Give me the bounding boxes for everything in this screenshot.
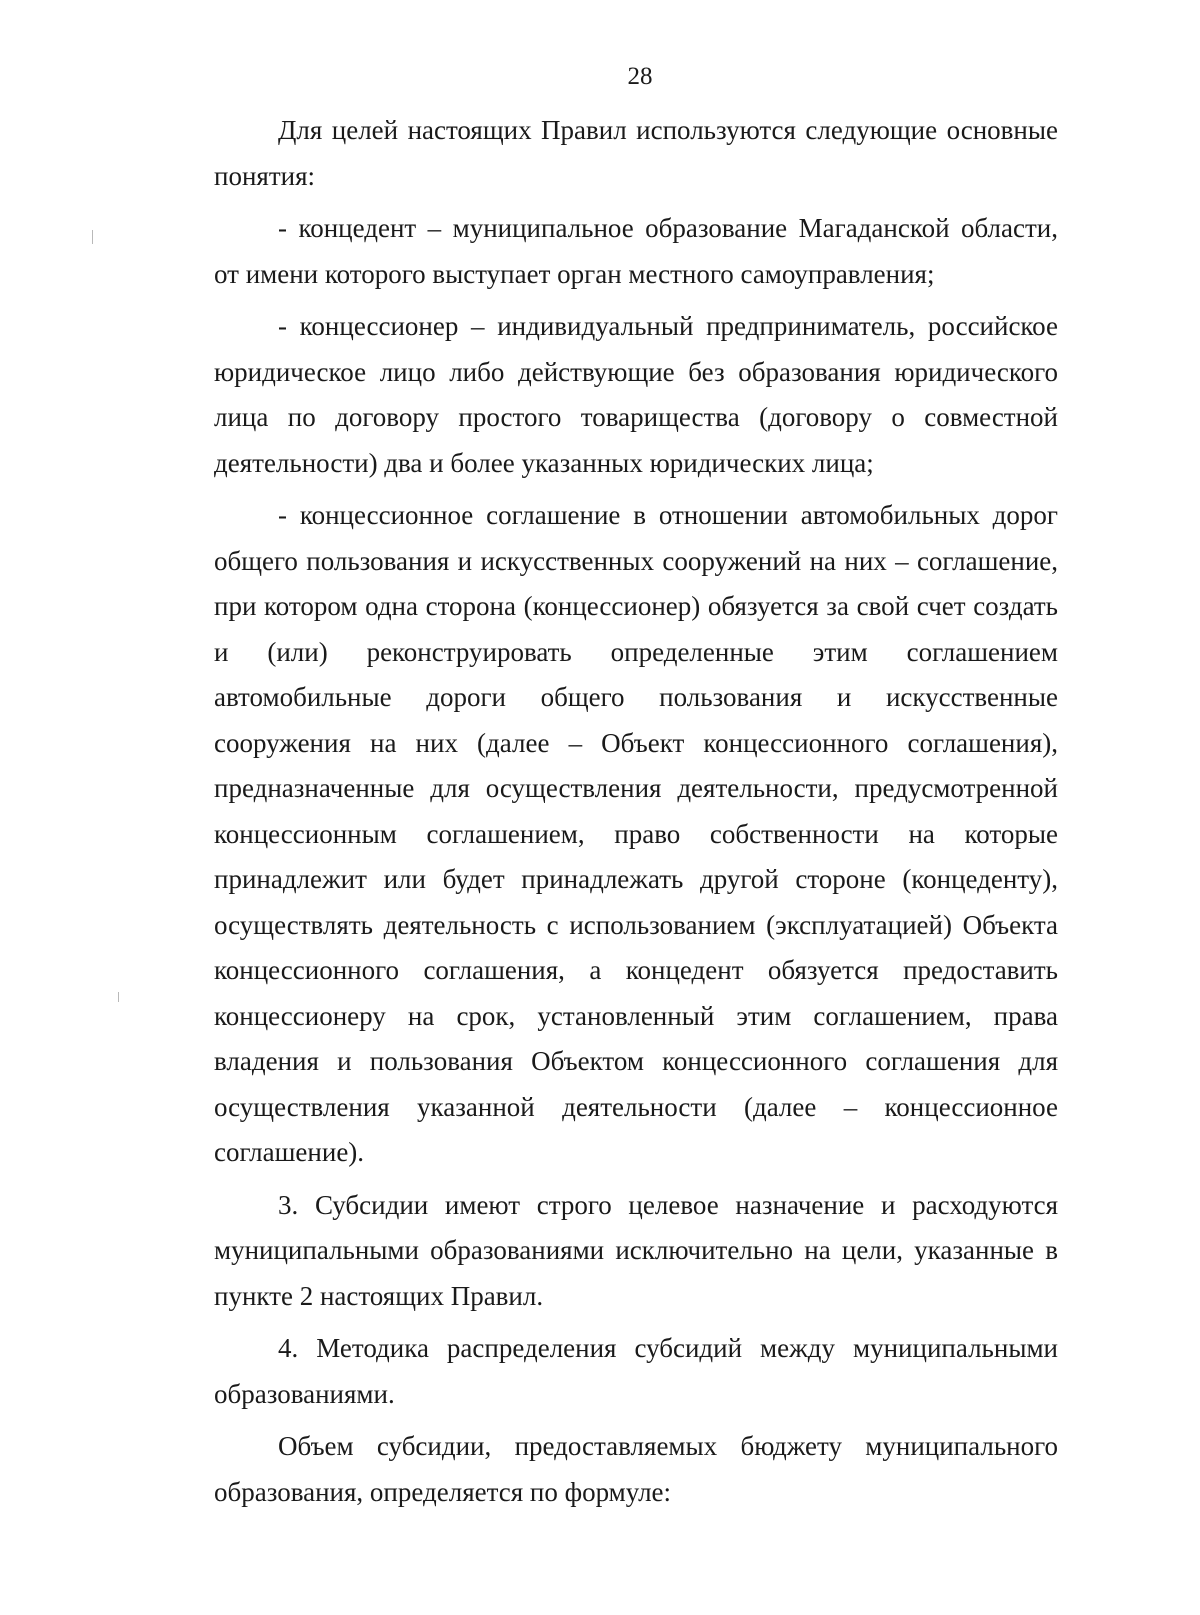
paragraph-concession-agreement: - концессионное соглашение в отношении автомобильных дорог общего пользования и искусственных сооружений на них – соглашение, при котором одна сторона (концессионер) обязуется за свой счет создать и (или) реконструировать определенные этим соглашением автомобильные дороги общего пользования и искусственные сооружения на них (далее – Объект концессионного соглашения), предназначенные для осуществления деятельности, предусмотренной концессионным соглашением, право собственности на которые принадлежит или будет принадлежать другой стороне (концеденту), осуществлять деятельность с использованием (эксплуатацией) Объекта концессионного соглашения, а концедент обязуется предоставить концессионеру на срок, установленный этим соглашением, права владения и пользования Объектом концессионного соглашения для осуществления указанной деятельности (далее – концессионное соглашение). [214,500,1058,1167]
paragraph-subsidy-formula: Объем субсидии, предоставляемых бюджету муниципального образования, определяется по формуле: [214,1431,1058,1507]
paragraph-concedent: - концедент – муниципальное образование Магаданской области, от имени которого выступает орган местного самоуправления; [214,213,1058,289]
paragraph-item-3: 3. Субсидии имеют строго целевое назначение и расходуются муниципальными образованиями исключительно на цели, указанные в пункте 2 настоящих Правил. [214,1189,1058,1311]
scan-margin-mark [92,230,93,244]
paragraph-concessionaire: - концессионер – индивидуальный предприниматель, российское юридическое лицо либо действующие без образования юридического лица по договору простого товарищества (договору о совместной деятельности) два и более указанных юридических лица; [214,311,1058,478]
paragraph-item-4: 4. Методика распределения субсидий между муниципальными образованиями. [214,1333,1058,1409]
scan-margin-mark [118,992,119,1002]
paragraph-definitions-intro: Для целей настоящих Правил используются следующие основные понятия: [214,115,1058,191]
page-number: 28 [627,63,653,90]
document-body [214,108,1058,1515]
